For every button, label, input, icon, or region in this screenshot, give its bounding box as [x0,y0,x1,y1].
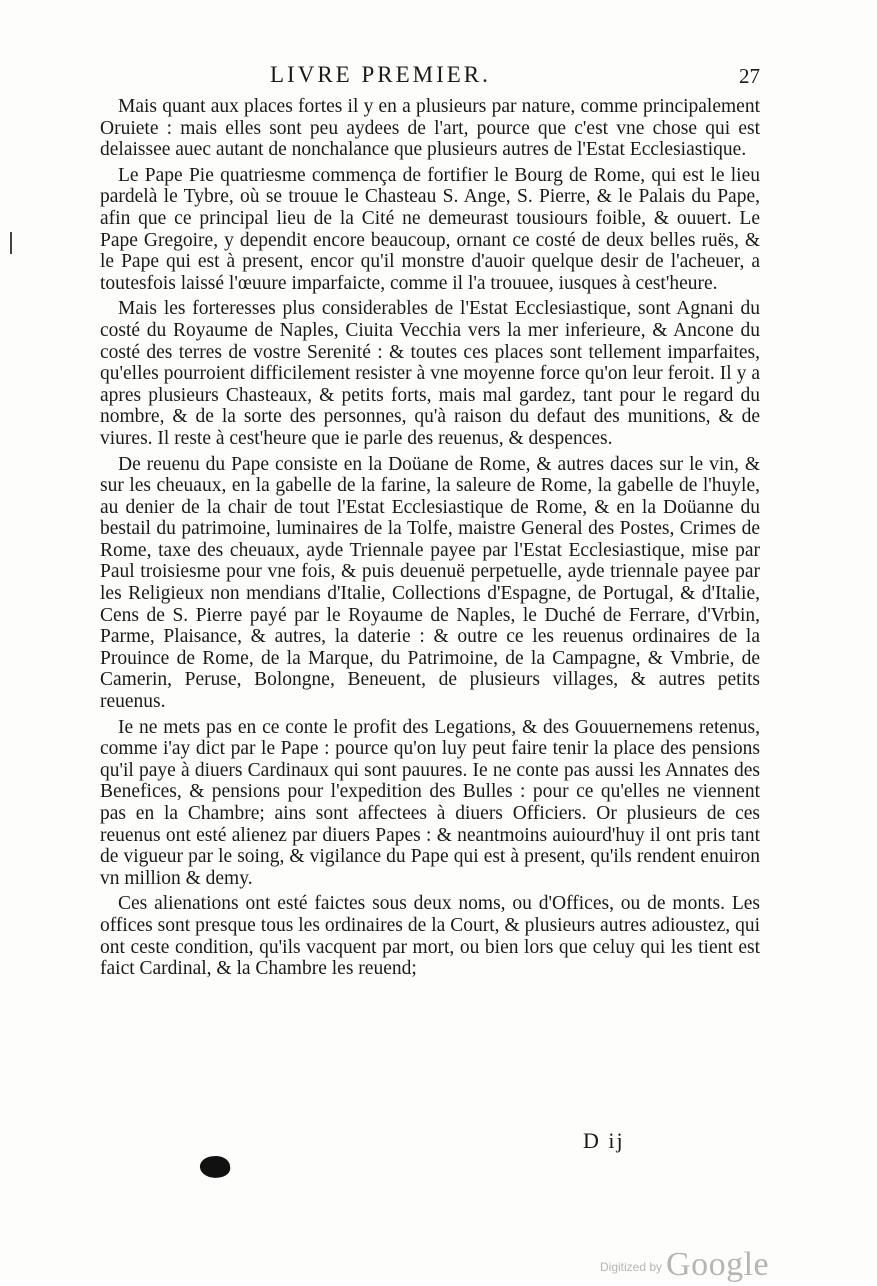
paragraph-alienations: Ces alienations ont esté faictes sous deux noms, ou d'Offices, ou de monts. Les offices sont presque tous les ordinaires de la Court, & plusieurs autres adioustez, qui ont ceste condition, qu'ils vacquent par mort, ou bien lors que celuy qui les tient est faict Cardinal, & la Chambre les reuend; [100,893,760,980]
running-header [100,62,760,92]
page-number: 27 [739,64,760,88]
digitized-watermark [600,1246,769,1286]
paragraph-pope-pius: Le Pape Pie quatriesme commença de fortifier le Bourg de Rome, qui est le lieu pardelà le Tybre, où se trouue le Chasteau S. Ange, S. Pierre, & le Palais du Pape, afin que ce principal lieu de la Cité ne demeurast tousiours foible, & ouuert. Le Pape Gregoire, y dependit encore beaucoup, ornant ce costé de deux belles ruës, & le Pape qui est à present, encor qu'il monstre d'auoir quelque desir de l'acheuer, a toutesfois laissé l'œuure imparfaicte, comme il l'a trouuee, iusques à cest'heure. [100,164,760,294]
paragraph-legations: Ie ne mets pas en ce conte le profit des Legations, & des Gouuernemens retenus, comme i'ay dict par le Pape : pource qu'on luy peut faire tenir la place des pensions qu'il paye à diuers Cardinaux qui sont pauures. Ie ne conte pas aussi les Annates des Benefices, & pensions pour l'expedition des Bulles : pour ce qu'elles ne viennent pas en la Chambre; ains sont affectees à diuers Officiers. Or plusieurs de ces reuenus ont esté alienez par diuers Papes : & neantmoins auiourd'huy il ont pris tant de vigueur par le soing, & vigilance du Pape qui est à present, qu'ils rendent enuiron vn million & demy. [100,716,760,889]
watermark-prefix: Digitized by [600,1260,663,1274]
paragraph-fortresses: Mais quant aux places fortes il y en a plusieurs par nature, comme principalement Oruiete : mais elles sont peu aydees de l'art, pource que c'est vne chose qui est delaissee auec autant de nonchalance que plusieurs autres de l'Estat Ecclesiastique. [100,96,760,161]
ink-blot [199,1154,232,1180]
signature-mark: D ij [583,1128,625,1153]
running-title: LIVRE PREMIER. [270,62,491,87]
body-text [100,96,760,984]
paragraph-strongholds: Mais les forteresses plus considerables de l'Estat Ecclesiastique, sont Agnani du costé du Royaume de Naples, Ciuita Vecchia vers la mer inferieure, & Ancone du costé des terres de vostre Serenité : & toutes ces places sont tellement imparfaites, qu'elles pourroient difficilement resister à vne moyenne force qu'on leur feroit. Il y a apres plusieurs Chasteaux, & petits forts, mais mal gardez, tant pour le regard du nombre, & de la sorte des personnes, qu'à raison du defaut des munitions, & de viures. Il reste à cest'heure que ie parle des reuenus, & despences. [100,298,760,449]
margin-mark [10,232,12,254]
paragraph-revenue: De reuenu du Pape consiste en la Doüane de Rome, & autres daces sur le vin, & sur les cheuaux, en la gabelle de la farine, la saleure de Rome, la gabelle de l'huyle, au denier de la chair de tout l'Estat Ecclesiastique de Rome, & en la Doüanne du bestail du patrimoine, luminaires de la Tolfe, maistre General des Postes, Crimes de Rome, taxe des cheuaux, ayde Triennale payee par l'Estat Ecclesiastique, mise par Paul troisiesme pour vne fois, & puis deuenuë perpetuelle, ayde triennale payee par les Religieux non mendians d'Italie, Collections d'Espagne, de Portugal, & d'Italie, Cens de S. Pierre payé par le Royaume de Naples, le Duché de Ferrare, d'Vrbin, Parme, Plaisance, & autres, la daterie : & outre ce les reuenus ordinaires de la Prouince de Rome, de la Marque, du Patrimoine, de la Campagne, & Vmbrie, de Camerin, Peruse, Bolongne, Beneuent, de plusieurs villages, & autres petits reuenus. [100,453,760,713]
google-logo: Google [666,1246,770,1283]
